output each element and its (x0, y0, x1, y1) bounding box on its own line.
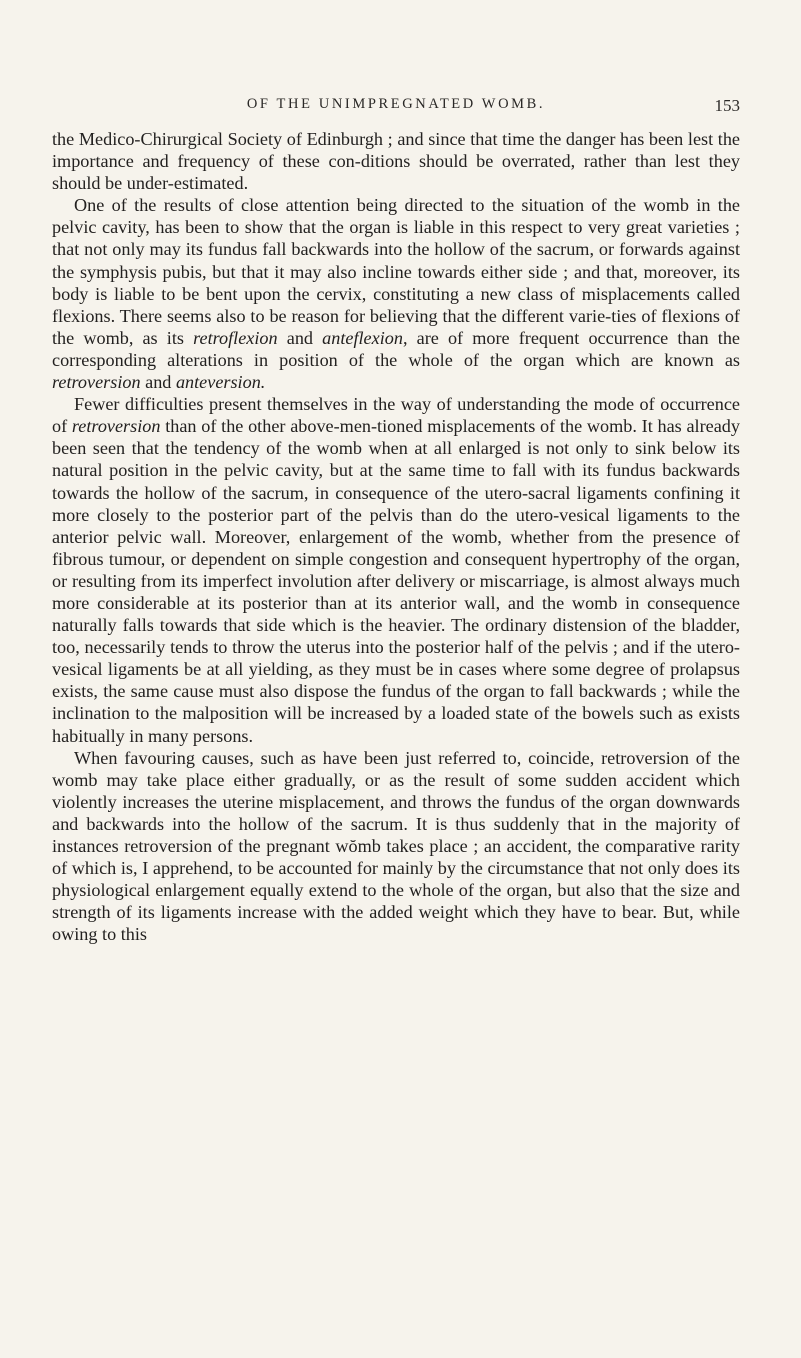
italic-term: anteflexion (322, 327, 403, 348)
paragraph-favouring-causes (52, 747, 740, 946)
text-run: and (277, 327, 323, 348)
text-run: Fewer difficulties present themselves in the way of understanding the mode of occurrence of (52, 394, 740, 437)
text-run: One of the results of close attention being directed to the situation of the womb in the pelvic cavity, has been to show that the organ is liable in this respect to very great varieties ; that not only may its fundus fall backwards into the hollow of the sacrum, or forwards against the symphysis pubis, but that it may also incline towards either side ; and that, moreover, its body is liable to be bent upon the cervix, constituting a new class of misplacements called flexions. There seems also to be reason for believing that the different varie-ties of flexions of the womb, as its (52, 195, 740, 348)
running-title: OF THE UNIMPREGNATED WOMB. (246, 96, 546, 112)
italic-term: retroflexion (193, 327, 278, 348)
running-head (52, 96, 740, 118)
paragraph-continuation (52, 128, 740, 194)
text-run: and (140, 372, 176, 393)
italic-term: retroversion (52, 372, 141, 393)
text-run: , are of more frequent occurrence than the corresponding alterations in position of the whole of the organ which are known as (52, 327, 740, 370)
italic-term: anteversion. (175, 372, 266, 393)
text-run: than of the other above-men-tioned misplacements of the womb. It has already been seen that the tendency of the womb when at all enlarged is not only to sink below its natural position in the pelvic cavity, but at the same time to fall with its fundus backwards towards the hollow of the sacrum, in consequence of the utero-sacral ligaments confining it more closely to the posterior part of the pelvis than do the utero-vesical ligaments to the anterior pelvic wall. Moreover, enlargement of the womb, whether from the presence of fibrous tumour, or dependent on simple congestion and consequent hypertrophy of the organ, or resulting from its imperfect involution after delivery or miscarriage, is almost always much more considerable at its posterior than at its anterior wall, and the womb in consequence naturally falls towards that side which is the heavier. The ordinary distension of the bladder, too, necessarily tends to throw the uterus into the posterior half of the pelvis ; and if the utero-vesical ligaments be at all yielding, as they must be in cases where some degree of prolapsus exists, the same cause must also dispose the fundus of the organ to fall backwards ; while the inclination to the malposition will be increased by a loaded state of the bowels such as exists habitually in many persons. (52, 416, 740, 746)
paragraph-misplacements-flexions (52, 194, 740, 393)
text-run: When favouring causes, such as have been just referred to, coincide, retroversion of the womb may take place either gradually, or as the result of some sudden accident which violently increases the uterine misplacement, and throws the fundus of the organ downwards and backwards into the hollow of the sacrum. It is thus suddenly that in the majority of instances retroversion of the pregnant wŏmb takes place ; an accident, the comparative rarity of which is, I apprehend, to be accounted for mainly by the circumstance that not only does its physiological enlargement equally extend to the whole of the organ, but also that the size and strength of its ligaments increase with the added weight which they have to bear. But, while owing to this (52, 747, 740, 945)
text-run: the Medico-Chirurgical Society of Edinburgh ; and since that time the danger has been lest the importance and frequency of these con-ditions should be overrated, rather than lest they should be under-estimated. (52, 129, 740, 194)
italic-term: retroversion (71, 416, 161, 437)
body-text (52, 128, 740, 945)
page-number: 153 (714, 96, 740, 115)
paragraph-retroversion-causes (52, 393, 740, 747)
